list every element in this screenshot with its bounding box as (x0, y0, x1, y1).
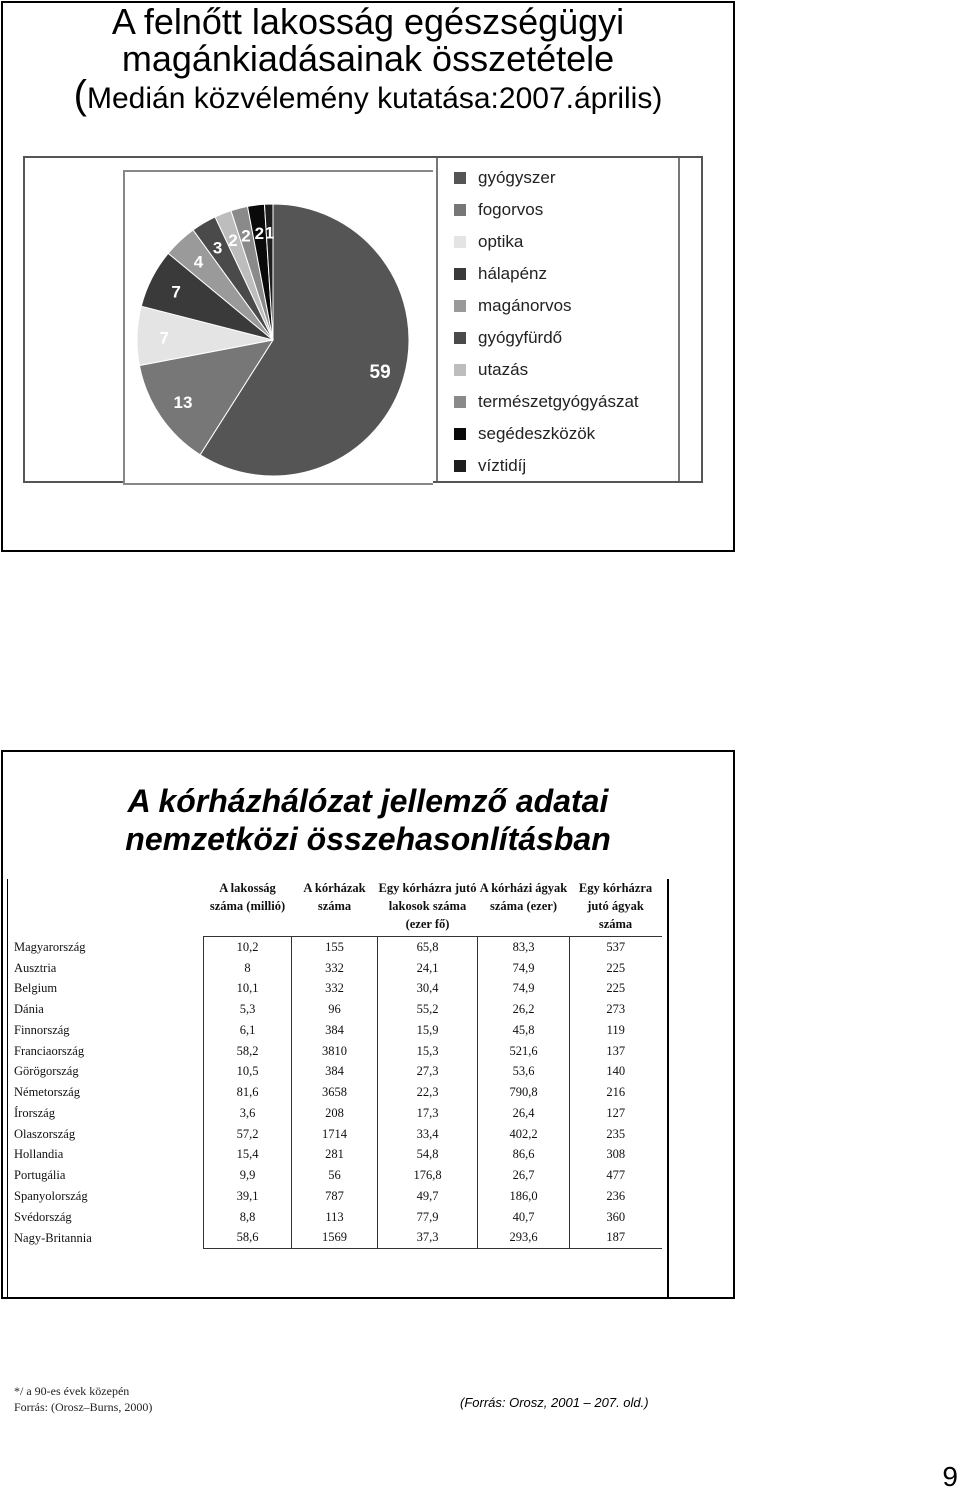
pie-value-label: 7 (171, 282, 181, 302)
cell-population: 8,8 (204, 1207, 292, 1228)
pie-value-label: 2 (228, 230, 238, 250)
cell-hospitals: 384 (292, 1020, 378, 1041)
cell-country: Magyarország (14, 939, 86, 954)
legend-item (454, 232, 523, 252)
cell-beds-per: 235 (570, 1124, 662, 1145)
pie-value-label: 2 (254, 224, 265, 244)
cell-hospitals: 155 (292, 937, 378, 958)
cell-population: 57,2 (204, 1124, 292, 1145)
cell-population: 5,3 (204, 999, 292, 1020)
pie-value-label: 1 (264, 223, 275, 243)
cell-hospitals: 384 (292, 1062, 378, 1083)
cell-beds-per: 273 (570, 999, 662, 1020)
cell-residents: 176,8 (378, 1165, 478, 1186)
legend-item (454, 360, 528, 380)
cell-country: Hollandia (14, 1147, 64, 1162)
cell-population: 10,5 (204, 1062, 292, 1083)
cell-hospitals: 208 (292, 1103, 378, 1124)
cell-residents: 37,3 (378, 1228, 478, 1249)
cell-residents: 30,4 (378, 979, 478, 1000)
cell-beds: 26,4 (478, 1103, 570, 1124)
hospital-table (10, 879, 662, 1249)
cell-beds-per: 127 (570, 1103, 662, 1124)
cell-beds-per: 187 (570, 1228, 662, 1249)
legend-swatch (454, 332, 466, 344)
table-row (10, 1124, 662, 1145)
cell-beds: 53,6 (478, 1062, 570, 1083)
table-frame (7, 879, 669, 1414)
legend-label: optika (478, 232, 524, 251)
cell-country: Nagy-Britannia (14, 1230, 92, 1245)
title-line-3 (3, 73, 733, 117)
title2-line-2: nemzetközi összehasonlításban (125, 821, 611, 857)
slide-1-title (3, 3, 733, 117)
cell-beds: 402,2 (478, 1124, 570, 1145)
cell-residents: 24,1 (378, 958, 478, 979)
legend-label: utazás (478, 360, 529, 379)
table-row (10, 937, 662, 958)
cell-beds-per: 137 (570, 1041, 662, 1062)
cell-population: 9,9 (204, 1165, 292, 1186)
source-citation: (Forrás: Orosz, 2001 – 207. old.) (460, 1395, 649, 1410)
legend-item (454, 200, 543, 220)
legend-label: természetgyógyászat (478, 392, 639, 411)
table-row (10, 1041, 662, 1062)
title-paren: ( (73, 73, 87, 117)
cell-hospitals: 332 (292, 958, 378, 979)
table-row (10, 1228, 662, 1249)
cell-beds: 86,6 (478, 1145, 570, 1166)
legend-label: gyógyfürdő (478, 328, 563, 347)
legend-swatch (454, 460, 466, 472)
legend-item (454, 168, 555, 188)
cell-beds-per: 477 (570, 1165, 662, 1186)
pie-value-label: 4 (193, 252, 204, 272)
table-row (10, 1103, 662, 1124)
cell-country: Spanyolország (14, 1188, 88, 1203)
title-line-1: A felnőtt lakosság egészségügyi (111, 1, 625, 42)
pie-value-label: 59 (369, 362, 391, 384)
legend-swatch (454, 364, 466, 376)
header-beds-per-hospital: Egy kórházra jutó ágyak száma (570, 879, 662, 937)
cell-beds-per: 537 (570, 937, 662, 958)
pie-legend (436, 158, 680, 481)
header-beds: A kórházi ágyak száma (ezer) (478, 879, 570, 937)
legend-swatch (454, 268, 466, 280)
cell-hospitals: 96 (292, 999, 378, 1020)
legend-label: hálapénz (478, 264, 548, 283)
cell-beds: 521,6 (478, 1041, 570, 1062)
legend-swatch (454, 428, 466, 440)
table-row (10, 1062, 662, 1083)
table-row (10, 1020, 662, 1041)
table-notes (14, 1383, 152, 1415)
title2-line-1: A kórházhálózat jellemző adatai (127, 783, 609, 819)
cell-residents: 27,3 (378, 1062, 478, 1083)
cell-country: Írország (14, 1105, 55, 1120)
cell-beds: 186,0 (478, 1186, 570, 1207)
legend-label: segédeszközök (478, 424, 596, 443)
table-row (10, 999, 662, 1020)
cell-beds-per: 119 (570, 1020, 662, 1041)
cell-country: Ausztria (14, 960, 57, 975)
cell-beds: 45,8 (478, 1020, 570, 1041)
legend-label: fogorvos (478, 200, 544, 219)
pie-value-label: 2 (241, 226, 251, 246)
legend-item (454, 328, 562, 348)
pie-value-label: 13 (173, 393, 193, 413)
cell-population: 39,1 (204, 1186, 292, 1207)
legend-swatch (454, 204, 466, 216)
cell-residents: 22,3 (378, 1082, 478, 1103)
slide-1 (1, 1, 735, 552)
cell-hospitals: 113 (292, 1207, 378, 1228)
cell-beds: 26,2 (478, 999, 570, 1020)
cell-beds: 74,9 (478, 958, 570, 979)
cell-beds-per: 216 (570, 1082, 662, 1103)
header-residents-per-hospital: Egy kórházra jutó lakosok száma (ezer fő) (378, 879, 478, 937)
table-row (10, 1082, 662, 1103)
cell-beds: 790,8 (478, 1082, 570, 1103)
legend-label: gyógyszer (478, 168, 556, 187)
cell-beds-per: 360 (570, 1207, 662, 1228)
cell-country: Németország (14, 1085, 80, 1100)
cell-residents: 54,8 (378, 1145, 478, 1166)
cell-country: Görögország (14, 1064, 79, 1079)
legend-item (454, 456, 526, 476)
cell-beds-per: 236 (570, 1186, 662, 1207)
cell-hospitals: 1569 (292, 1228, 378, 1249)
legend-item (454, 392, 639, 412)
cell-residents: 65,8 (378, 937, 478, 958)
pie-chart (125, 172, 431, 483)
note-2: Forrás: (Orosz–Burns, 2000) (14, 1400, 153, 1414)
cell-country: Svédország (14, 1209, 72, 1224)
cell-hospitals: 787 (292, 1186, 378, 1207)
table-row (10, 958, 662, 979)
cell-beds: 26,7 (478, 1165, 570, 1186)
cell-residents: 15,3 (378, 1041, 478, 1062)
header-population: A lakosság száma (millió) (204, 879, 292, 937)
table-row (10, 1145, 662, 1166)
cell-beds: 74,9 (478, 979, 570, 1000)
table-corner (10, 879, 204, 937)
header-hospitals: A kórházak száma (292, 879, 378, 937)
pie-plot-area (123, 170, 433, 485)
legend-swatch (454, 396, 466, 408)
table-row (10, 1186, 662, 1207)
cell-country: Franciaország (14, 1043, 85, 1058)
cell-population: 58,2 (204, 1041, 292, 1062)
slide-2 (1, 750, 735, 1414)
cell-hospitals: 281 (292, 1145, 378, 1166)
cell-population: 10,1 (204, 979, 292, 1000)
cell-hospitals: 3658 (292, 1082, 378, 1103)
cell-beds-per: 140 (570, 1062, 662, 1083)
cell-beds: 293,6 (478, 1228, 570, 1249)
slide-2-title (3, 782, 733, 858)
legend-swatch (454, 172, 466, 184)
cell-population: 15,4 (204, 1145, 292, 1166)
note-1: */ a 90-es évek közepén (14, 1384, 130, 1398)
pie-value-label: 7 (159, 328, 169, 348)
cell-hospitals: 56 (292, 1165, 378, 1186)
cell-country: Belgium (14, 981, 58, 996)
cell-residents: 15,9 (378, 1020, 478, 1041)
cell-country: Olaszország (14, 1126, 76, 1141)
cell-beds-per: 225 (570, 979, 662, 1000)
cell-population: 58,6 (204, 1228, 292, 1249)
cell-beds: 83,3 (478, 937, 570, 958)
cell-country: Dánia (14, 1002, 44, 1017)
cell-population: 8 (204, 958, 292, 979)
cell-population: 3,6 (204, 1103, 292, 1124)
cell-residents: 77,9 (378, 1207, 478, 1228)
legend-item (454, 424, 595, 444)
table-row (10, 979, 662, 1000)
table-row (10, 1165, 662, 1186)
cell-beds: 40,7 (478, 1207, 570, 1228)
cell-country: Finnország (14, 1022, 70, 1037)
pie-value-label: 3 (212, 238, 223, 258)
cell-population: 6,1 (204, 1020, 292, 1041)
title-line-3-text: Medián közvélemény kutatása:2007.április) (87, 82, 663, 115)
pie-chart-frame (23, 156, 703, 483)
legend-item (454, 296, 572, 316)
legend-label: magánorvos (478, 296, 572, 315)
legend-swatch (454, 300, 466, 312)
cell-hospitals: 3810 (292, 1041, 378, 1062)
page-number: 9 (942, 1461, 958, 1492)
table-row (10, 1207, 662, 1228)
legend-swatch (454, 236, 466, 248)
cell-population: 81,6 (204, 1082, 292, 1103)
legend-item (454, 264, 547, 284)
cell-beds-per: 308 (570, 1145, 662, 1166)
cell-residents: 49,7 (378, 1186, 478, 1207)
title-line-2: magánkiadásainak összetétele (121, 38, 615, 79)
cell-country: Portugália (14, 1168, 66, 1183)
cell-hospitals: 332 (292, 979, 378, 1000)
cell-residents: 33,4 (378, 1124, 478, 1145)
cell-hospitals: 1714 (292, 1124, 378, 1145)
cell-beds-per: 225 (570, 958, 662, 979)
legend-label: víztidíj (478, 456, 527, 475)
cell-residents: 17,3 (378, 1103, 478, 1124)
cell-residents: 55,2 (378, 999, 478, 1020)
cell-population: 10,2 (204, 937, 292, 958)
